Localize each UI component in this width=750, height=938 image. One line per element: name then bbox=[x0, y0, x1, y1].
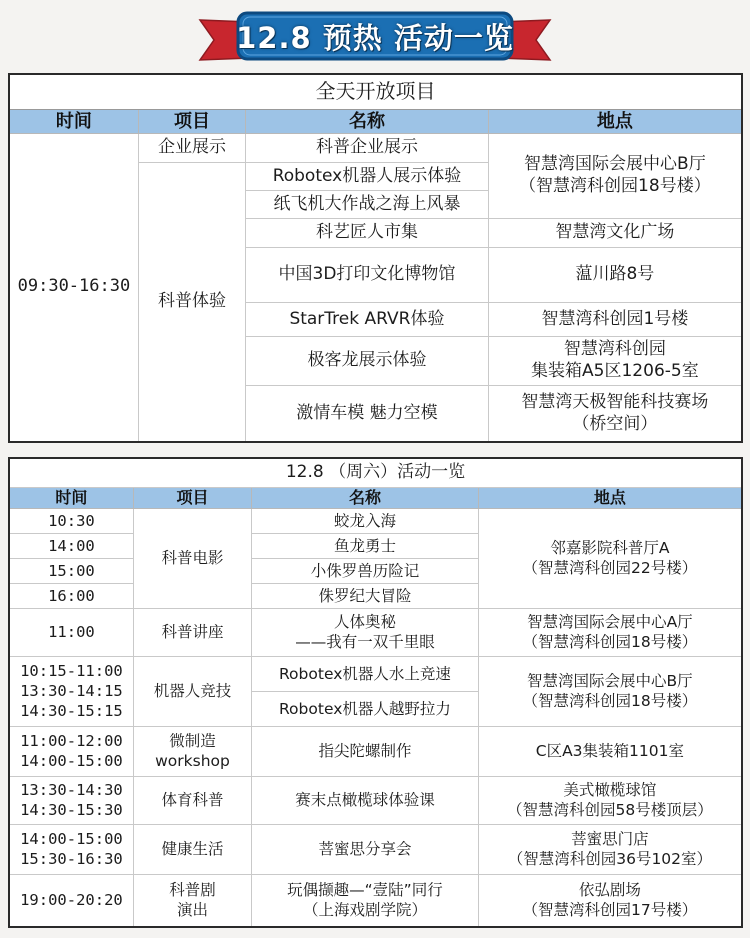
table-caption-row bbox=[9, 74, 742, 110]
time-cell bbox=[9, 657, 133, 727]
name-cell: 小侏罗兽历险记 bbox=[252, 559, 479, 584]
category-cell: 科普讲座 bbox=[133, 609, 251, 657]
table-caption-row bbox=[9, 458, 742, 488]
time-cell: 09:30-16:30 bbox=[9, 134, 138, 442]
location-cell: 蕰川路8号 bbox=[488, 248, 742, 303]
name-cell: 极客龙展示体验 bbox=[246, 337, 489, 386]
name-cell: 赛末点橄榄球体验课 bbox=[252, 777, 479, 825]
time-line: 15:30-16:30 bbox=[20, 849, 123, 868]
location-line: （智慧湾科创园18号楼） bbox=[522, 691, 698, 710]
name-cell: 指尖陀螺制作 bbox=[252, 727, 479, 777]
location-line: 依弘剧场 bbox=[578, 880, 641, 899]
header-name: 名称 bbox=[252, 488, 479, 509]
location-cell bbox=[478, 777, 742, 825]
header-time: 时间 bbox=[9, 110, 138, 134]
name-cell: 纸飞机大作战之海上风暴 bbox=[246, 191, 489, 219]
location-cell bbox=[488, 386, 742, 442]
name-cell: Robotex机器人展示体验 bbox=[246, 163, 489, 191]
location-line: （智慧湾科创园17号楼） bbox=[522, 900, 698, 919]
time-cell: 14:00 bbox=[9, 534, 133, 559]
header-location: 地点 bbox=[478, 488, 742, 509]
time-cell bbox=[9, 825, 133, 875]
banner-title: 12.8 预热 活动一览 bbox=[236, 20, 514, 55]
all-day-table bbox=[8, 73, 743, 443]
location-cell bbox=[478, 825, 742, 875]
category-line: 微制造 bbox=[169, 732, 216, 751]
name-cell: 科普企业展示 bbox=[246, 134, 489, 163]
location-line: （智慧湾科创园18号楼） bbox=[522, 632, 698, 651]
location-line: （智慧湾科创园58号楼顶层） bbox=[507, 800, 713, 819]
time-cell bbox=[9, 727, 133, 777]
category-cell: 机器人竞技 bbox=[133, 657, 251, 727]
location-line: （智慧湾科创园18号楼） bbox=[519, 176, 711, 197]
category-cell: 体育科普 bbox=[133, 777, 251, 825]
header-category: 项目 bbox=[133, 488, 251, 509]
location-cell: C区A3集装箱1101室 bbox=[478, 727, 742, 777]
name-cell: 鱼龙勇士 bbox=[252, 534, 479, 559]
name-line: （上海戏剧学院） bbox=[302, 900, 427, 919]
category-line: 科普剧 bbox=[169, 880, 216, 899]
table-row bbox=[9, 134, 742, 163]
name-cell: 科艺匠人市集 bbox=[246, 219, 489, 248]
time-line: 10:15-11:00 bbox=[20, 662, 123, 681]
location-line: 智慧湾国际会展中心B厅 bbox=[524, 154, 706, 175]
name-cell bbox=[252, 657, 479, 727]
header-location: 地点 bbox=[488, 110, 742, 134]
table-caption: 12.8 （周六）活动一览 bbox=[9, 458, 742, 488]
location-line: 智慧湾国际会展中心A厅 bbox=[527, 613, 693, 632]
location-line: 美式橄榄球馆 bbox=[563, 781, 657, 800]
name-line: 玩偶撷趣—“壹陆”同行 bbox=[287, 880, 443, 899]
time-cell: 19:00-20:20 bbox=[9, 875, 133, 927]
category-cell bbox=[133, 875, 251, 927]
category-line: workshop bbox=[155, 751, 230, 770]
name-cell: 激情车模 魅力空模 bbox=[246, 386, 489, 442]
location-cell: 智慧湾科创园1号楼 bbox=[488, 303, 742, 337]
location-cell: 智慧湾文化广场 bbox=[488, 219, 742, 248]
location-cell bbox=[478, 657, 742, 727]
location-cell bbox=[478, 609, 742, 657]
time-line: 14:00-15:00 bbox=[20, 751, 123, 770]
category-cell: 企业展示 bbox=[138, 134, 245, 163]
category-cell: 健康生活 bbox=[133, 825, 251, 875]
category-cell: 科普体验 bbox=[138, 163, 245, 442]
location-line: 智慧湾天极智能科技赛场 bbox=[521, 391, 709, 412]
name-cell bbox=[252, 609, 479, 657]
table-row bbox=[9, 825, 742, 875]
header-category: 项目 bbox=[138, 110, 245, 134]
header-row bbox=[9, 110, 742, 134]
table-row bbox=[9, 609, 742, 657]
name-cell: 侏罗纪大冒险 bbox=[252, 584, 479, 609]
name-line: 人体奥秘 bbox=[333, 613, 396, 632]
name-cell: 菩蜜思分享会 bbox=[252, 825, 479, 875]
time-line: 14:00-15:00 bbox=[20, 830, 123, 849]
time-cell bbox=[9, 777, 133, 825]
name-line: Robotex机器人越野拉力 bbox=[278, 700, 451, 719]
header-time: 时间 bbox=[9, 488, 133, 509]
time-line: 13:30-14:30 bbox=[20, 781, 123, 800]
time-line: 14:30-15:30 bbox=[20, 800, 123, 819]
time-cell: 16:00 bbox=[9, 584, 133, 609]
table-row bbox=[9, 509, 742, 534]
location-line: 集装箱A5区1206-5室 bbox=[531, 361, 699, 382]
table-row bbox=[9, 727, 742, 777]
location-cell bbox=[478, 509, 742, 609]
category-cell bbox=[133, 727, 251, 777]
location-cell bbox=[488, 337, 742, 386]
location-cell bbox=[478, 875, 742, 927]
location-cell bbox=[488, 134, 742, 219]
saturday-table bbox=[8, 457, 743, 928]
header-name: 名称 bbox=[246, 110, 489, 134]
location-line: （智慧湾科创园36号102室） bbox=[507, 849, 713, 868]
time-line: 14:30-15:15 bbox=[20, 701, 123, 720]
header-row bbox=[9, 488, 742, 509]
location-line: （智慧湾科创园22号楼） bbox=[522, 558, 698, 577]
name-line: ——我有一双千里眼 bbox=[295, 632, 435, 651]
table-caption: 全天开放项目 bbox=[9, 74, 742, 110]
name-cell: StarTrek ARVR体验 bbox=[246, 303, 489, 337]
title-banner bbox=[0, 0, 750, 70]
name-cell bbox=[252, 875, 479, 927]
location-line: 菩蜜思门店 bbox=[571, 830, 649, 849]
name-cell: 蛟龙入海 bbox=[252, 509, 479, 534]
category-cell: 科普电影 bbox=[133, 509, 251, 609]
category-line: 演出 bbox=[176, 900, 208, 919]
time-cell: 11:00 bbox=[9, 609, 133, 657]
location-line: （桥空间） bbox=[572, 413, 658, 434]
time-cell: 10:30 bbox=[9, 509, 133, 534]
name-cell: 中国3D打印文化博物馆 bbox=[246, 248, 489, 303]
location-line: 智慧湾国际会展中心B厅 bbox=[527, 672, 693, 691]
table-row bbox=[9, 777, 742, 825]
location-line: 邻嘉影院科普厅A bbox=[550, 539, 670, 558]
time-line: 11:00-12:00 bbox=[20, 732, 123, 751]
time-line: 13:30-14:15 bbox=[20, 682, 123, 701]
time-cell: 15:00 bbox=[9, 559, 133, 584]
location-line: 智慧湾科创园 bbox=[563, 339, 666, 360]
name-line: Robotex机器人水上竞速 bbox=[252, 657, 478, 692]
table-row bbox=[9, 657, 742, 727]
table-row bbox=[9, 875, 742, 927]
